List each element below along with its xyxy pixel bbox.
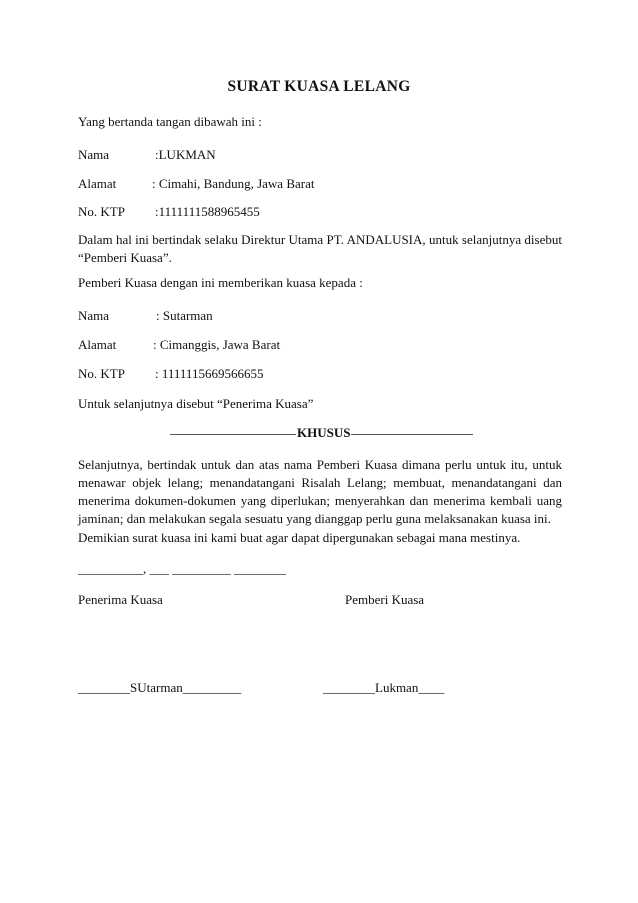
grantor-ktp-label: No. KTP xyxy=(78,204,125,219)
intro-line: Yang bertanda tangan dibawah ini : xyxy=(78,114,262,129)
grantee-statement: Untuk selanjutnya disebut “Penerima Kuasa” xyxy=(78,396,314,411)
left-rule xyxy=(170,434,296,435)
recipient-signature: ________SUtarman_________ xyxy=(78,680,242,695)
grantor-name-value: :LUKMAN xyxy=(155,147,216,162)
grantor-statement: Dalam hal ini bertindak selaku Direktur Utama PT. ANDALUSIA, untuk selanjutnya disebut “Pemberi Kuasa”. xyxy=(78,232,562,265)
grantee-name-label: Nama xyxy=(78,308,110,323)
grantee-ktp-value: : 1111115669566655 xyxy=(155,366,264,381)
document-title: SURAT KUASA LELANG xyxy=(227,78,411,95)
grantee-address-label: Alamat xyxy=(78,337,117,352)
recipient-label: Penerima Kuasa xyxy=(78,592,163,607)
grantor-address-label: Alamat xyxy=(78,176,117,191)
grantor-name-label: Nama xyxy=(78,147,110,162)
grantor-address-value: : Cimahi, Bandung, Jawa Barat xyxy=(152,176,315,191)
khusus-heading: KHUSUS xyxy=(297,425,351,440)
grantee-address-value: : Cimanggis, Jawa Barat xyxy=(153,337,281,352)
closing-line: Demikian surat kuasa ini kami buat agar dapat dipergunakan sebagai mana mestinya. xyxy=(78,530,521,545)
giver-signature: ________Lukman____ xyxy=(323,680,445,695)
grantee-ktp-label: No. KTP xyxy=(78,366,125,381)
khusus-heading-row xyxy=(170,424,473,442)
giver-label: Pemberi Kuasa xyxy=(345,592,425,607)
right-rule xyxy=(351,434,473,435)
grantee-name-value: : Sutarman xyxy=(156,308,213,323)
body-paragraph: Selanjutnya, bertindak untuk dan atas nama Pemberi Kuasa dimana perlu untuk itu, untuk menawar objek lelang; menandatangani Risalah Lelang; membuat, menandatangani dan menerima dokumen-dokumen yang diperlukan; menyerahkan dan menerima kembali uang jaminan; dan melakukan segala sesuatu yang dianggap perlu guna melaksanakan kuasa ini. xyxy=(78,457,562,526)
grantor-ktp-value: :1111111588965455 xyxy=(155,204,260,219)
grant-line: Pemberi Kuasa dengan ini memberikan kuasa kepada : xyxy=(78,275,363,290)
date-line: __________, ___ _________ ________ xyxy=(78,561,286,576)
